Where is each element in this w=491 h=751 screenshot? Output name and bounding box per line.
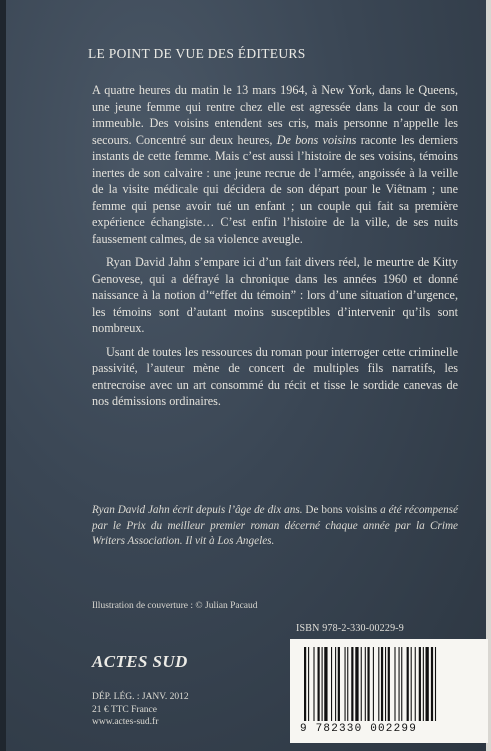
author-note-italic-1: Ryan David Jahn écrit depuis l’âge de dix ans. [92, 504, 303, 516]
author-note [92, 503, 458, 550]
author-note-italic-2: a été récompensé par le Prix du meilleur premier roman décerné chaque année par la Crime Writers Association. Il vit à Los Angeles. [92, 504, 458, 547]
author-note-title: De bons voisins [302, 504, 381, 516]
price: 21 € TTC France [92, 704, 157, 715]
blurb-paragraph-1 [92, 82, 458, 247]
book-title-italic: De bons voisins [276, 132, 357, 147]
illustration-credit: Illustration de couverture : © Julian Pacaud [92, 601, 258, 611]
legal-deposit: DÉP. LÉG. : JANV. 2012 [92, 692, 189, 702]
blurb-p1-text-b: raconte les derniers instants de cette femme. Mais c’est aussi l’histoire de ses voisins, témoins inertes de son calvaire : une jeune recrue de l’armée, angoissée à la veille de la visite médicale qui décidera de son départ pour le Viêtnam ; une femme qui pense avoir tué un enfant ; un couple qui fait sa première expérience échangiste… C’est enfin l’histoire de la ville, de ses nuits faussement calmes, de sa violence aveugle. [92, 132, 458, 246]
website: www.actes-sud.fr [92, 717, 159, 727]
blurb-p2-text: Ryan David Jahn s’empare ici d’un fait divers réel, le meurtre de Kitty Genovese, qui a défrayé la chronique dans les années 1960 et donné naissance à la notion d’“effet du témoin” : lors d’une situation d’urgence, les témoins sont d’autant moins susceptibles d’intervenir qu’ils sont nombreux. [92, 255, 458, 335]
barcode-bars [304, 647, 476, 721]
isbn: ISBN 978-2-330-00229-9 [296, 623, 405, 634]
legal-info [92, 691, 189, 729]
blurb-p1-text-a: A quatre heures du matin le 13 mars 1964, à New York, dans le Queens, une jeune femme qui rentre chez elle est agressée dans la cour de son immeuble. Des voisins entendent ses cris, mais personne n’appelle les secours. Concentré sur deux heures, [92, 83, 458, 147]
section-heading: LE POINT DE VUE DES ÉDITEURS [88, 46, 306, 61]
blurb-p3-text: Usant de toutes les ressources du roman pour interroger cette criminelle passivité, l’auteur mène de concert de multiples fils narratifs, les entrecroise avec un art consommé du récit et tisse le sordide canevas de nos démissions ordinaires. [92, 344, 458, 408]
blurb-paragraph-2 [92, 254, 458, 337]
blurb-text [92, 82, 458, 417]
barcode [290, 639, 488, 743]
cover-edge-left [0, 0, 6, 751]
barcode-number: 9 782330 002299 [300, 723, 418, 735]
publisher-logo: ACTES SUD [92, 652, 188, 671]
blurb-paragraph-3 [92, 344, 458, 410]
